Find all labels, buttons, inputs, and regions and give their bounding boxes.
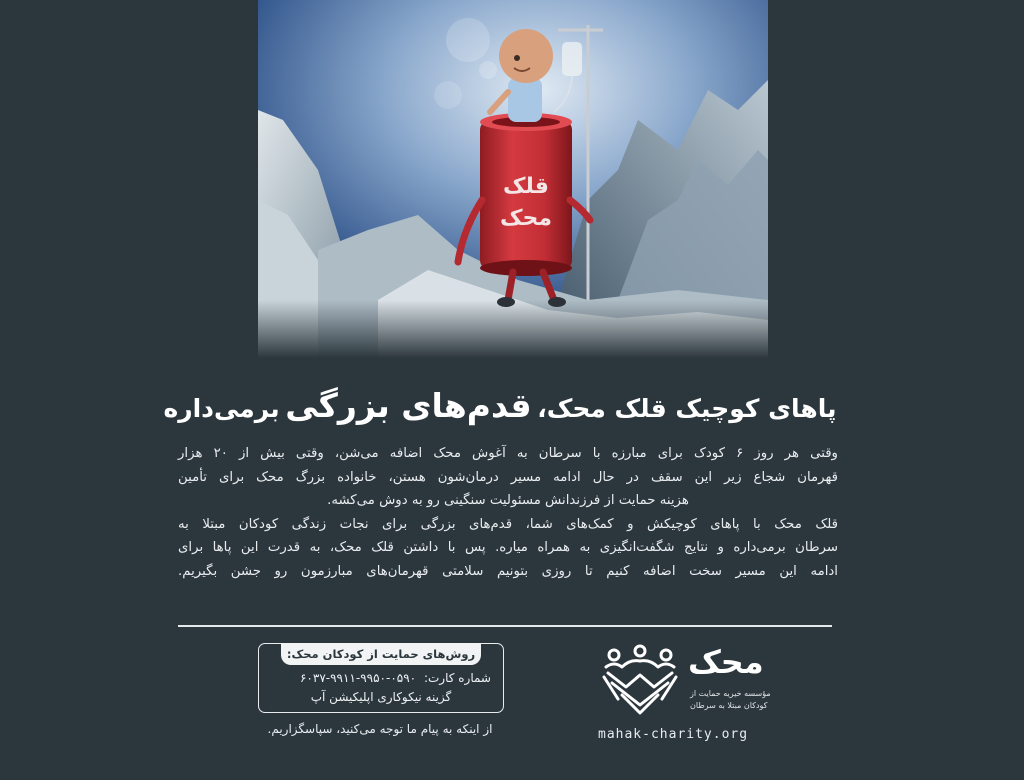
paragraph-1 [178, 442, 838, 513]
website-url: mahak-charity.org [598, 727, 749, 742]
piggy-bank-can [480, 113, 572, 276]
app-option: گزینه نیکوکاری اپلیکیشن آپ [310, 690, 452, 704]
paragraph-1-line-2: قهرمان شجاع زیر این سقف در حال ادامه مسیر درمان‌شون هستن، خانواده بزرگ محک برای تأمین [178, 469, 838, 485]
body-text [178, 442, 838, 584]
headline [150, 382, 850, 436]
support-methods-title: روش‌های حمایت از کودکان محک: [281, 643, 481, 665]
logo-name: محک [688, 643, 764, 681]
card-number: ۶۰۳۷-۹۹۱۱-۹۹۵۰-۰۵۹۰ [299, 671, 417, 685]
support-methods-box [258, 643, 504, 713]
paragraph-2-line-2: سرطان برمی‌داره و نتایج شگفت‌انگیزی به همراه میاره. پس با داشتن قلک محک، به قدرت این پاها برای [178, 540, 838, 556]
illustration-scene [258, 0, 768, 358]
mahak-logo [596, 643, 774, 723]
card-number-row [300, 671, 491, 685]
divider [178, 625, 832, 627]
illustration [258, 0, 768, 358]
thanks-note: از اینکه به پیام ما توجه می‌کنید، سپاسگزاریم. [267, 722, 493, 736]
can-label-1: قلک [503, 174, 549, 199]
logo-tagline-line-1: مؤسسه خیریه حمایت از [690, 689, 771, 698]
children-hands-logo-icon [596, 643, 684, 723]
headline-part-3: برمی‌داره [163, 394, 280, 423]
paragraph-2-line-1: قلک محک با پاهای کوچیکش و کمک‌های شما، قدم‌های بزرگی برای نجات زندگی کودکان مبتلا به [178, 516, 838, 532]
can-label-2: محک [499, 206, 553, 231]
headline-part-2: قدم‌های بزرگی [285, 386, 532, 425]
paragraph-1-line-1: وقتی هر روز ۶ کودک برای مبارزه با سرطان به آغوش محک اضافه می‌شن، وقتی بیش از ۲۰ هزار [178, 446, 838, 461]
headline-part-1: پاهای کوچیک قلک محک، [537, 394, 837, 423]
paragraph-2-line-3: ادامه این مسیر سخت اضافه کنیم تا روزی بتونیم سلامتی قهرمان‌های مبارزمون رو جشن بگیریم. [178, 563, 838, 579]
card-number-label: شماره کارت: [423, 671, 491, 685]
paragraph-2 [178, 513, 838, 584]
iv-bag [562, 42, 582, 76]
paragraph-1-line-3: هزینه حمایت از فرزندانش مسئولیت سنگینی رو به دوش می‌کشه. [327, 493, 689, 509]
logo-tagline-line-2: کودکان مبتلا به سرطان [690, 701, 768, 710]
